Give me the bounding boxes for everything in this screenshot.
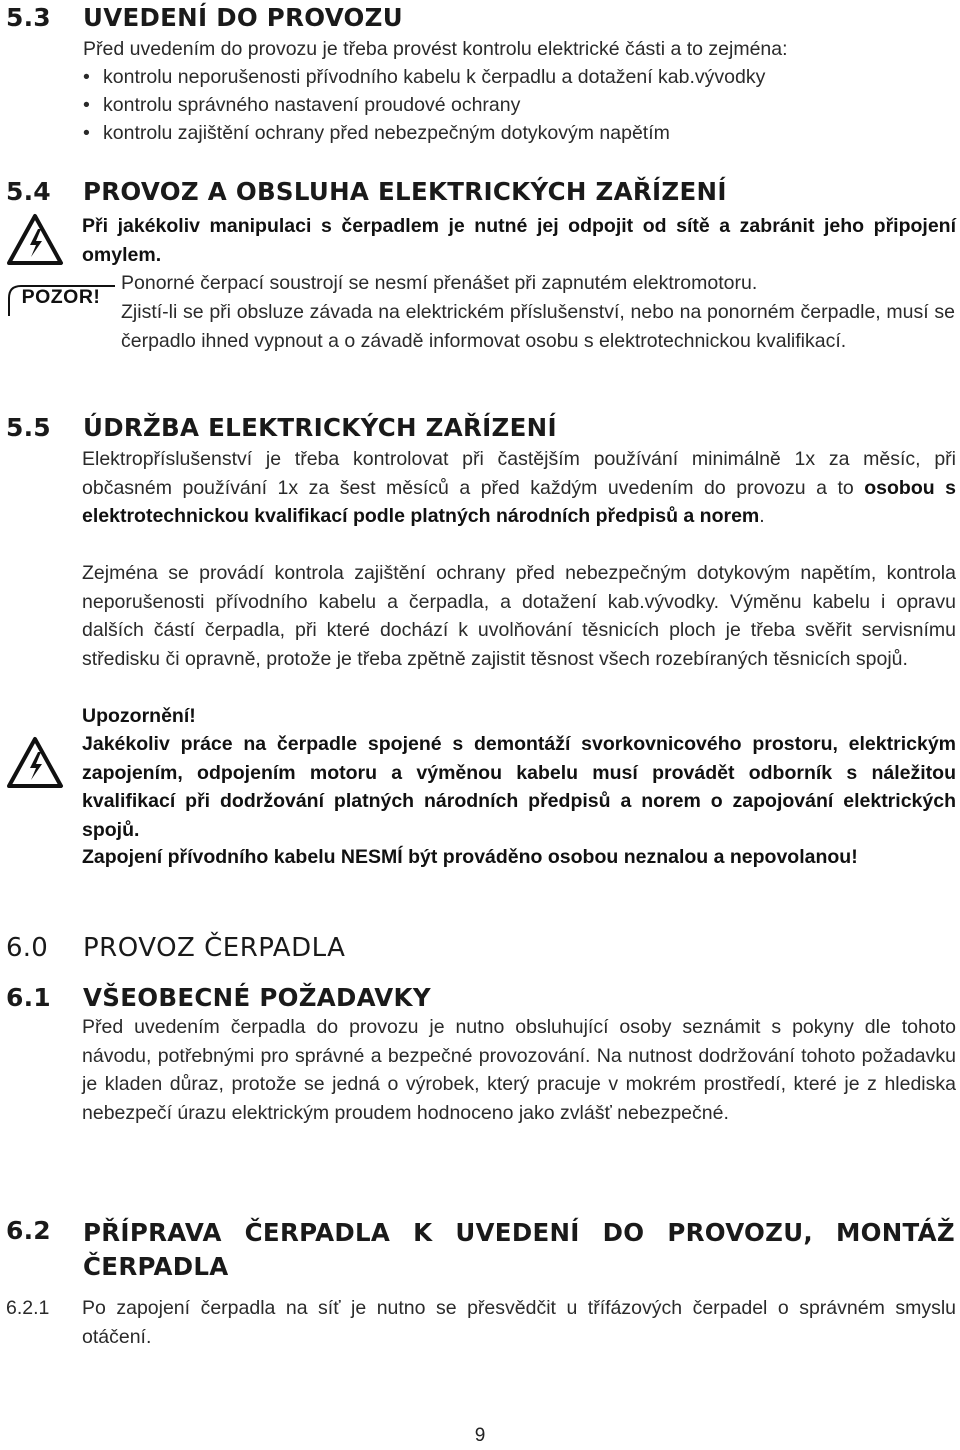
section-5-5-warning-2: Zapojení přívodního kabelu NESMÍ být prováděno osobou neznalou a nepovolanou! (82, 846, 858, 868)
section-number-5-5: 5.5 (6, 413, 51, 442)
pozor-label: POZOR! (21, 286, 101, 308)
section-5-5-warning-1: Jakékoliv práce na čerpadle spojené s demontáží svorkovnicového prostoru, elektrickým zapojením, odpojením motoru a výměnou kabelu musí provádět odborník s náležitou kvalifikací při dodržování platných národních předpisů a norem o zapojování elektrických spojů. (82, 733, 956, 841)
section-5-4-warning: Při jakékoliv manipulaci s čerpadlem je nutné jej odpojit od sítě a zabránit jeho připojení omylem. (82, 215, 956, 266)
section-6-1-body: Před uvedením čerpadla do provozu je nutno obsluhující osoby seznámit s pokyny dle tohoto návodu, potřebnými pro správné a bezpečné provozování. Na nutnost dodržování tohoto požadavku je kladen důraz, protože se jedná o výrobek, který pracuje v mokrém prostředí, které je z hlediska nebezpečí úrazu elektrickým proudem hodnoceno jako zvlášť nebezpečné. (82, 1016, 956, 1124)
section-5-3-intro: Před uvedením do provozu je třeba provést kontrolu elektrické části a to zejména: (83, 38, 788, 60)
section-title-6-0: PROVOZ ČERPADLA (83, 933, 346, 963)
section-title-5-3: UVEDENÍ DO PROVOZU (83, 3, 403, 32)
section-6-2-1-body: Po zapojení čerpadla na síť je nutno se přesvědčit u třífázových čerpadel o správném smyslu otáčení. (82, 1297, 956, 1348)
section-number-6-2: 6.2 (6, 1216, 51, 1245)
section-5-5-paragraph-2: Zejména se provádí kontrola zajištění ochrany před nebezpečným dotykovým napětím, kontrola neporušenosti přívodního kabelu a čerpadla, a dotažení kab.vývodky. Výměnu kabelu i opravu dalších částí čerpadla, při které dochází k uvolňování těsnicích ploch je třeba svěřit servisnímu středisku či opravně, protože je třeba zpětně zajistit těsnost všech rozebíraných těsnicích spojů. (82, 562, 956, 670)
list-item: • kontrolu zajištění ochrany před nebezpečným dotykovým napětím (83, 119, 670, 147)
section-number-5-4: 5.4 (6, 177, 51, 206)
section-title-6-2: PŘÍPRAVA ČERPADLA K UVEDENÍ DO PROVOZU, MONTÁŽ ČERPADLA (83, 1218, 955, 1281)
section-number-5-3: 5.3 (6, 3, 51, 32)
section-title-5-5: ÚDRŽBA ELEKTRICKÝCH ZAŘÍZENÍ (83, 413, 557, 442)
section-5-4-note-1: Ponorné čerpací soustrojí se nesmí přenášet při zapnutém elektromotoru. (121, 272, 758, 294)
section-5-5-paragraph-1: Elektropříslušenství je třeba kontrolovat při častějším používání minimálně 1x za měsíc, při občasném používání 1x za šest měsíců a před každým uvedením do provozu a to osobou s elektrotechnickou kvalifikací podle platných národních předpisů a norem. (82, 448, 957, 527)
list-item: • kontrolu správného nastavení proudové ochrany (83, 91, 520, 119)
page-number: 9 (474, 1425, 486, 1446)
list-item: • kontrolu neporušenosti přívodního kabelu k čerpadlu a dotažení kab.vývodky (83, 63, 765, 91)
electrical-hazard-icon (5, 735, 65, 791)
section-title-5-4: PROVOZ A OBSLUHA ELEKTRICKÝCH ZAŘÍZENÍ (83, 177, 727, 206)
section-number-6-1: 6.1 (6, 983, 51, 1012)
section-number-6-0: 6.0 (6, 933, 48, 963)
section-number-6-2-1: 6.2.1 (6, 1297, 50, 1319)
electrical-hazard-icon (5, 212, 65, 268)
pozor-badge (7, 284, 113, 316)
upozorneni-label: Upozornění! (82, 705, 196, 727)
section-5-4-note-2: Zjistí-li se při obsluze závada na elektrickém příslušenství, nebo na ponorném čerpadle, musí se čerpadlo ihned vypnout a o závadě informovat osobu s elektrotechnickou kvalifikací. (121, 301, 955, 352)
section-title-6-1: VŠEOBECNÉ POŽADAVKY (83, 983, 431, 1012)
